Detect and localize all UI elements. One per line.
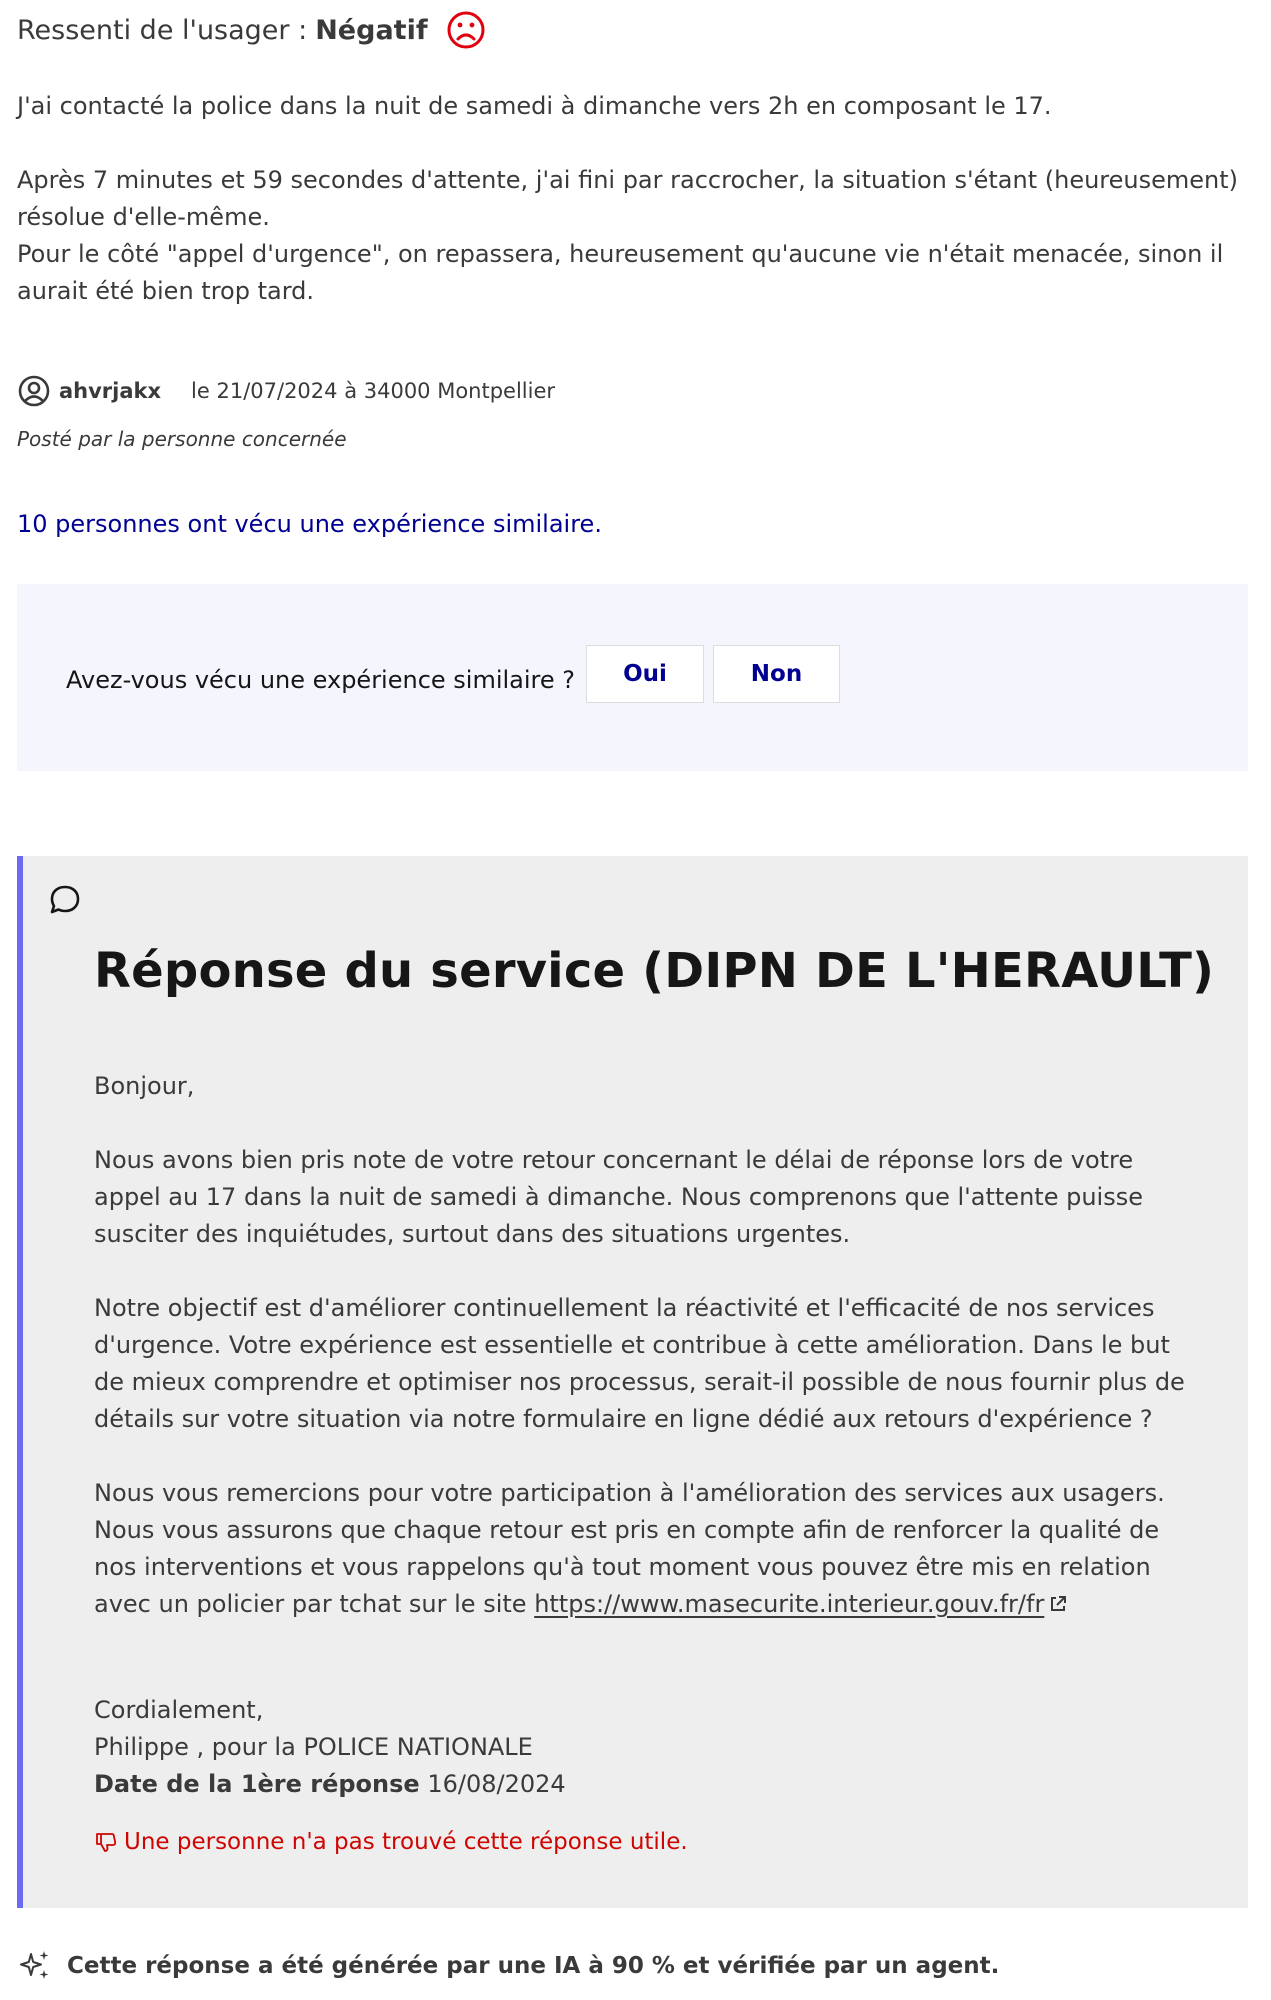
service-response <box>17 856 1248 1908</box>
post-date-location: le 21/07/2024 à 34000 Montpellier <box>191 379 556 403</box>
story-paragraph: J'ai contacté la police dans la nuit de samedi à dimanche vers 2h en composant le 17. <box>17 92 1052 120</box>
no-button[interactable]: Non <box>713 645 840 703</box>
story-paragraph: Pour le côté "appel d'urgence", on repassera, heureusement qu'aucune vie n'était menacée, sinon il aurait été bien trop tard. <box>17 240 1224 305</box>
chat-bubble-icon <box>47 882 83 918</box>
sad-face-icon <box>446 10 486 50</box>
similar-experience-question: Avez-vous vécu une expérience similaire ? <box>66 666 576 694</box>
first-response-date-label: Date de la 1ère réponse <box>94 1770 420 1798</box>
user-icon <box>17 374 51 408</box>
response-title: Réponse du service (DIPN DE L'HERAULT) <box>94 943 1215 999</box>
first-response-date <box>94 1766 566 1803</box>
not-useful-feedback <box>94 1829 688 1855</box>
thumb-down-icon <box>94 1830 118 1854</box>
feeling-value: Négatif <box>315 14 428 46</box>
user-story <box>17 88 1247 310</box>
masecurite-link[interactable] <box>534 1590 1068 1618</box>
yes-button[interactable]: Oui <box>586 645 704 703</box>
author-name: ahvrjakx <box>59 379 162 403</box>
response-paragraph-text: Nous vous remercions pour votre participation à l'amélioration des services aux usagers. Nous vous assurons que chaque retour est pris en compte afin de renforcer la qualité de nos interventions et vous rappelons qu'à tout moment vous pouvez être mis en relation avec un policier par tchat sur le site <box>94 1479 1165 1618</box>
author-row <box>17 371 555 411</box>
masecurite-link-text: https://www.masecurite.interieur.gouv.fr/fr <box>534 1590 1045 1618</box>
ai-generated-note <box>17 1946 999 1986</box>
closing: Cordialement, <box>94 1696 264 1724</box>
first-response-date-value: 16/08/2024 <box>427 1770 566 1798</box>
response-greeting: Bonjour, <box>94 1072 195 1100</box>
ai-note-text: Cette réponse a été générée par une IA à 90 % et vérifiée par un agent. <box>67 1953 1000 1979</box>
external-link-icon <box>1048 1594 1068 1614</box>
response-signature <box>94 1692 566 1803</box>
similar-experience-count[interactable]: 10 personnes ont vécu une expérience similaire. <box>17 510 602 538</box>
response-paragraph-with-link <box>94 1475 1194 1623</box>
feeling-row <box>17 8 486 52</box>
response-paragraph: Notre objectif est d'améliorer continuellement la réactivité et l'efficacité de nos services d'urgence. Votre expérience est essentielle et contribue à cette amélioration. Dans le but de mieux comprendre et optimiser nos processus, serait-il possible de nous fournir plus de détails sur votre situation via notre formulaire en ligne dédié aux retours d'expérience ? <box>94 1294 1185 1433</box>
response-paragraph: Nous avons bien pris note de votre retour concernant le délai de réponse lors de votre appel au 17 dans la nuit de samedi à dimanche. Nous comprenons que l'attente puisse susciter des inquiétudes, surtout dans des situations urgentes. <box>94 1146 1143 1248</box>
not-useful-text: Une personne n'a pas trouvé cette réponse utile. <box>124 1829 688 1855</box>
sparkles-icon <box>17 1948 53 1984</box>
response-body <box>94 1068 1194 1660</box>
similar-experience-vote <box>17 584 1248 771</box>
feeling-label: Ressenti de l'usager : <box>17 14 308 46</box>
signatory: Philippe , pour la POLICE NATIONALE <box>94 1733 533 1761</box>
posted-by-note: Posté par la personne concernée <box>17 427 347 451</box>
story-paragraph: Après 7 minutes et 59 secondes d'attente, j'ai fini par raccrocher, la situation s'étant (heureusement) résolue d'elle-même. <box>17 166 1239 231</box>
